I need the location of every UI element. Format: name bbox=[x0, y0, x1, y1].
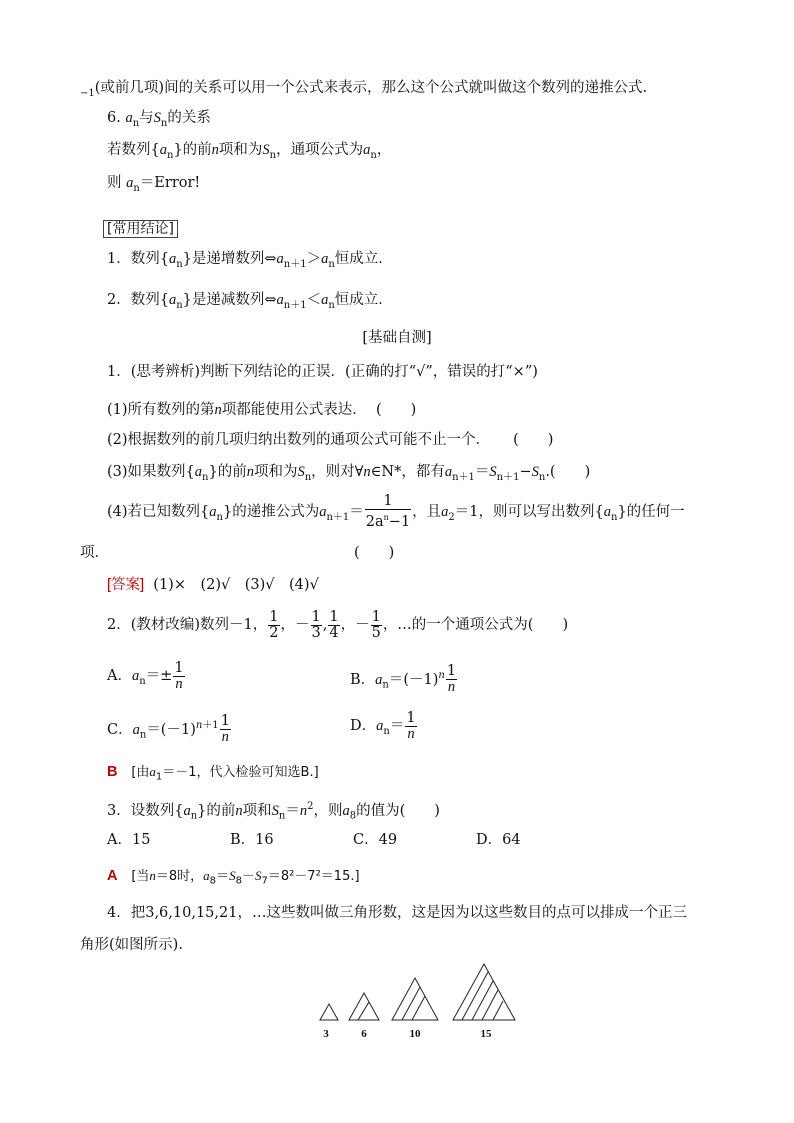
text: ，则 bbox=[313, 802, 343, 819]
text: 项和为 bbox=[253, 464, 298, 480]
text: ＝ bbox=[216, 869, 230, 884]
conclusions-label-line bbox=[103, 219, 178, 239]
answer-text: (1)× (2)√ (3)√ (4)√ bbox=[153, 577, 319, 593]
label-10: 10 bbox=[409, 1028, 421, 1040]
label-3: 3 bbox=[323, 1028, 329, 1040]
text: 的值为( ) bbox=[356, 802, 440, 819]
option-c: C．$a_n=(-1)^{n+1}$ $\frac{1}{n}$ bbox=[107, 713, 230, 746]
text: 的关系 bbox=[167, 110, 211, 126]
text: (3)如果数列{ bbox=[107, 464, 195, 480]
text: 1．数列{ bbox=[107, 251, 169, 267]
answer-letter: B bbox=[107, 764, 118, 780]
triangle-numbers-figure bbox=[312, 960, 532, 1042]
q3-option-b: B．16 bbox=[230, 832, 274, 848]
q3-answer: A [当n＝8时，$a_8=S_8-S_7=8^2-7^2=15$.] bbox=[107, 868, 360, 887]
option-letter: A． bbox=[107, 668, 132, 684]
var-a: a bbox=[125, 110, 133, 126]
text: ＞ bbox=[306, 251, 322, 267]
text: ＝ bbox=[349, 503, 364, 520]
label-15: 15 bbox=[480, 1028, 492, 1040]
question-2: 2．(教材改编)数列－1， $\frac{1}{2}$ ，－ $\frac{1}{3}$ , $\frac{1}{4}$ ，－ $\frac{1}{5}$ ，…的一个通项公式为( ) bbox=[107, 608, 569, 641]
text: ＝ bbox=[474, 464, 490, 480]
text: 项和 bbox=[242, 802, 272, 819]
text: ＝－1，代入检验可知选B.] bbox=[162, 765, 319, 780]
q2-answer: B [由$a_1=-1$，代入检验可知选B.] bbox=[107, 764, 319, 783]
text: 若数列{ bbox=[107, 142, 160, 158]
var-s: S bbox=[153, 110, 161, 126]
denominator: 4 bbox=[329, 624, 339, 641]
text: [当 bbox=[131, 869, 150, 884]
text: ，…的一个通项公式为( ) bbox=[382, 617, 569, 633]
question-4-line1: 4．把3,6,10,15,21，…这些数叫做三角形数，这是因为以这些数目的点可以排成一个正三 bbox=[107, 905, 687, 921]
numerator: 1 bbox=[329, 608, 339, 625]
triangle-6 bbox=[349, 993, 379, 1020]
answer-label: [答案] bbox=[107, 577, 145, 593]
question-3: 3．设数列$\{a_n\}$的前n项和$S_n=n^2$，则$a_8$的值为( ) bbox=[107, 801, 440, 822]
section-number: 6. bbox=[107, 110, 121, 126]
text: ＜ bbox=[306, 292, 322, 308]
option-d: D．$a_n=$ $\frac{1}{n}$ bbox=[350, 709, 416, 742]
denominator: 2 bbox=[269, 624, 279, 641]
text: 2．数列{ bbox=[107, 292, 169, 308]
text: 则 bbox=[107, 175, 122, 191]
text: ＝(－1) bbox=[388, 671, 439, 688]
triangle-3 bbox=[320, 1004, 338, 1020]
text: ＝8时， bbox=[155, 869, 204, 884]
option-letter: C． bbox=[107, 721, 133, 738]
text: }的前 bbox=[208, 464, 247, 480]
fraction bbox=[328, 610, 339, 641]
text: (1)所有数列的第 bbox=[107, 402, 215, 418]
text: 恒成立． bbox=[334, 251, 393, 267]
q1-item4: (4)若已知数列$\{a_n\}$的递推公式为$a_{n+1}=$ $\frac{1}{2a^n-1}$ ，且$a_2=1$，则可以写出数列$\{a_n\}$的任何一 bbox=[107, 493, 685, 530]
q1-item2 bbox=[107, 430, 553, 450]
numerator: 1 bbox=[269, 608, 279, 625]
fraction: $\frac{1}{n}$ bbox=[406, 709, 416, 742]
answer-blank: ( ) bbox=[354, 545, 395, 561]
question-4-line2: 角形(如图所示). bbox=[80, 937, 183, 953]
error-text: ＝Error! bbox=[139, 175, 201, 191]
text: ＝ bbox=[389, 718, 405, 734]
answer-blank: .( ) bbox=[545, 464, 591, 480]
numerator: 1 bbox=[365, 494, 411, 510]
subscript-prefix: −1 bbox=[80, 87, 95, 99]
section6-title: 6. $a_n$与$S_n$的关系 bbox=[107, 110, 211, 129]
text: }是递减数列⇔ bbox=[182, 292, 277, 308]
denominator: $2a^n-1$ bbox=[365, 513, 411, 530]
text: }是递增数列⇔ bbox=[182, 251, 277, 267]
fraction bbox=[371, 610, 382, 641]
label-6: 6 bbox=[361, 1028, 367, 1040]
fraction: $\frac{1}{n}$ bbox=[220, 713, 230, 746]
basic-title: [基础自测] bbox=[362, 330, 432, 346]
question-1: 1．(思考辨析)判断下列结论的正误．(正确的打“√”，错误的打“×”) bbox=[107, 364, 538, 380]
text: ＝1，则可以写出数列{ bbox=[454, 503, 604, 520]
q1-answer bbox=[107, 575, 319, 595]
text: }的递推公式为 bbox=[222, 503, 320, 520]
conclusion-1: 1．数列$\{a_n\}$是递增数列$\Leftrightarrow a_{n+1}>a_n$恒成立． bbox=[107, 251, 393, 270]
text: 项和为 bbox=[218, 142, 263, 158]
fraction bbox=[311, 610, 322, 641]
text: −1 bbox=[388, 513, 411, 530]
section6-line2: 则 $a_n=Error$! bbox=[107, 175, 201, 194]
text: ＝(－1) bbox=[146, 721, 196, 738]
text: 2．(教材改编)数列－1， bbox=[107, 617, 268, 633]
answer-blank: ( ) bbox=[376, 402, 417, 418]
answer-blank: ( ) bbox=[513, 432, 554, 448]
text: ＝ bbox=[285, 802, 300, 819]
numerator: 1 bbox=[371, 608, 381, 625]
text: ∈N*，都有 bbox=[370, 464, 445, 480]
text: － bbox=[241, 869, 255, 884]
option-letter: B． bbox=[350, 671, 376, 688]
text: }的前 bbox=[173, 142, 212, 158]
text: ，－ bbox=[340, 617, 370, 633]
text: ，通项公式为 bbox=[276, 142, 364, 158]
q3-option-c: C．49 bbox=[353, 832, 398, 848]
numerator: 1 bbox=[311, 608, 321, 625]
q1-item1: (1)所有数列的第n项都能使用公式表达． ( ) bbox=[107, 402, 417, 418]
conclusions-label: [常用结论] bbox=[103, 220, 178, 238]
fraction bbox=[268, 610, 279, 641]
text: 与 bbox=[139, 110, 154, 126]
text: 项都能使用公式表达． bbox=[221, 402, 367, 418]
text: }的任何一 bbox=[617, 503, 685, 520]
text: (2)根据数列的前几项归纳出数列的通项公式可能不止一个． bbox=[107, 432, 491, 448]
text: }的前 bbox=[197, 802, 236, 819]
text: [由 bbox=[131, 765, 150, 780]
text: 3．设数列{ bbox=[107, 802, 184, 819]
denominator: 5 bbox=[371, 624, 381, 641]
option-b: B．$a_n=(-1)^n$ $\frac{1}{n}$ bbox=[350, 663, 457, 696]
q3-option-a: A．15 bbox=[107, 832, 151, 848]
text: ，－ bbox=[280, 617, 310, 633]
denominator: 3 bbox=[311, 624, 321, 641]
text: ，且 bbox=[412, 503, 442, 520]
text: ＝± bbox=[145, 668, 173, 684]
option-a: A．$a_n=\pm$ $\frac{1}{n}$ bbox=[107, 659, 184, 692]
conclusion-2: 2．数列$\{a_n\}$是递减数列$\Leftrightarrow a_{n+1}<a_n$恒成立． bbox=[107, 292, 393, 311]
text: ， bbox=[376, 142, 392, 158]
option-letter: D． bbox=[350, 718, 377, 734]
fraction bbox=[365, 494, 411, 530]
continuation-text: (或前几项)间的关系可以用一个公式来表示，那么这个公式就叫做这个数列的递推公式. bbox=[94, 80, 648, 96]
triangle-15 bbox=[453, 964, 515, 1020]
text: ＝8²－7²＝15.] bbox=[267, 869, 360, 884]
text: 恒成立． bbox=[334, 292, 393, 308]
text: ，则对∀ bbox=[311, 464, 364, 480]
answer-letter: A bbox=[107, 868, 118, 884]
continuation-line bbox=[80, 78, 647, 104]
section6-line1: 若数列$\{a_n\}$的前n项和为$S_n$，通项公式为$a_n$， bbox=[107, 142, 392, 161]
q1-item3: (3)如果数列$\{a_n\}$的前n项和为$S_n$，则对∀n∈N*，都有$a_{n+1}=S_{n+1}-S_n$.( ) bbox=[107, 464, 591, 483]
fraction: $\frac{1}{n}$ bbox=[174, 659, 184, 692]
text: 2a bbox=[365, 513, 384, 530]
text: 项． bbox=[80, 545, 109, 561]
text: − bbox=[519, 464, 532, 480]
fraction: $\frac{1}{n}$ bbox=[446, 663, 457, 696]
q1-item4-cont bbox=[80, 543, 394, 563]
q3-option-d: D．64 bbox=[476, 832, 521, 848]
text: (4)若已知数列{ bbox=[107, 503, 210, 520]
